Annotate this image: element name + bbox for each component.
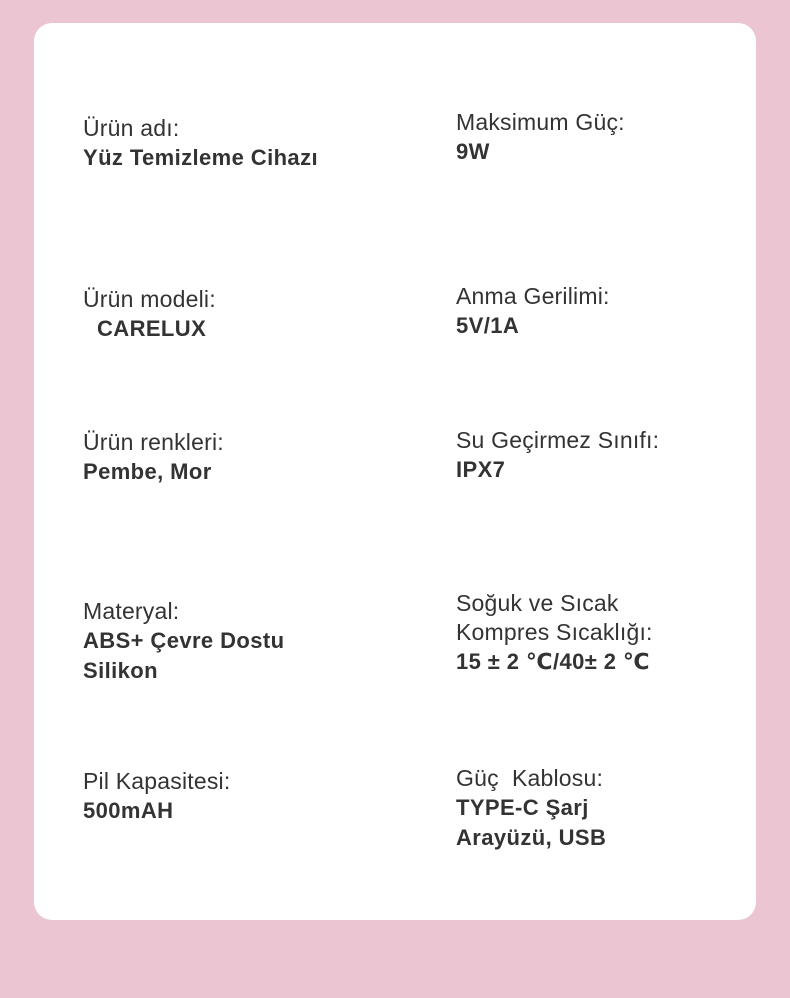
spec-material [83, 597, 284, 686]
spec-value: Yüz Temizleme Cihazı [83, 145, 318, 170]
spec-label: Ürün modeli: [83, 286, 216, 312]
spec-power-cable [456, 764, 606, 853]
spec-value: 5V/1A [456, 313, 520, 338]
spec-compress-temperature [456, 589, 653, 677]
spec-label: Materyal: [83, 598, 180, 624]
spec-label-line-2: Kompres Sıcaklığı: [456, 619, 653, 645]
spec-label: Anma Gerilimi: [456, 283, 610, 309]
spec-product-model [83, 285, 216, 344]
spec-product-colors [83, 428, 224, 487]
spec-label: Güç Kablosu: [456, 765, 604, 791]
spec-label: Maksimum Güç: [456, 109, 625, 135]
spec-battery-capacity [83, 767, 230, 826]
spec-value: 9W [456, 139, 490, 164]
spec-value-line-1: TYPE-C Şarj [456, 795, 589, 820]
spec-label: Ürün adı: [83, 115, 180, 141]
spec-card [34, 23, 756, 920]
spec-waterproof-class [456, 426, 659, 485]
spec-value-line-1: ABS+ Çevre Dostu [83, 628, 285, 653]
spec-value: Pembe, Mor [83, 459, 212, 484]
spec-label-line-1: Soğuk ve Sıcak [456, 590, 619, 616]
spec-label: Pil Kapasitesi: [83, 768, 231, 794]
spec-rated-voltage [456, 282, 610, 341]
spec-label: Su Geçirmez Sınıfı: [456, 427, 660, 453]
spec-value-line-2: Silikon [83, 658, 158, 683]
spec-value: 500mAH [83, 798, 174, 823]
spec-max-power [456, 108, 625, 167]
spec-value: IPX7 [456, 457, 506, 482]
spec-value: CARELUX [97, 316, 207, 341]
spec-value-line-2: Arayüzü, USB [456, 825, 607, 850]
spec-product-name [83, 114, 318, 173]
spec-label: Ürün renkleri: [83, 429, 224, 455]
spec-value: 15 ± 2 ℃/40± 2 ℃ [456, 649, 650, 674]
